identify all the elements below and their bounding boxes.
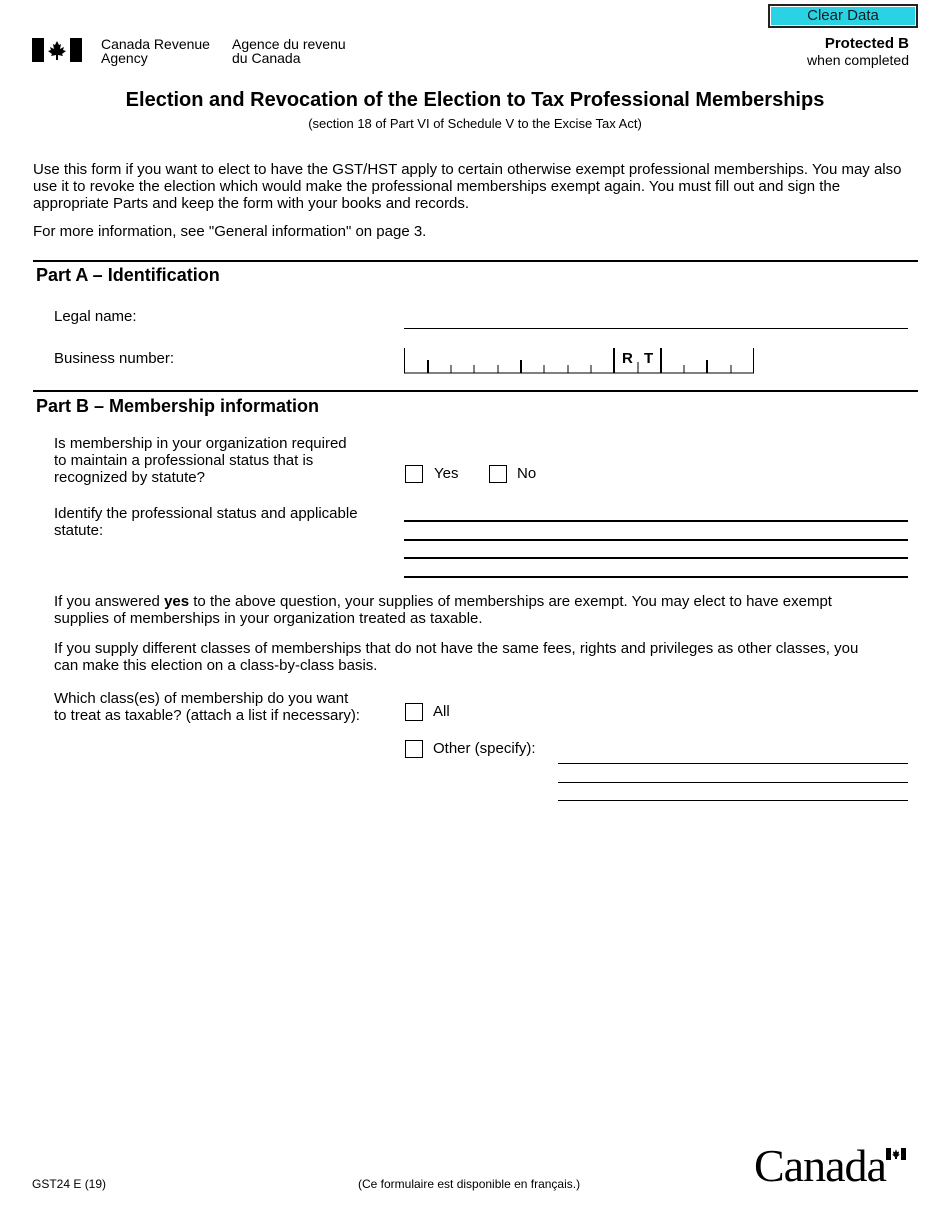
form-identifier: GST24 E (19) (32, 1177, 107, 1191)
agency-name-english (101, 37, 210, 65)
agency-name-french (232, 37, 346, 65)
statute-question-line2: to maintain a professional status that is (54, 452, 314, 469)
french-availability-note: (Ce formulaire est disponible en français.) (358, 1177, 581, 1191)
status-statute-line2: statute: (54, 522, 104, 539)
agency-en-line2: Agency (101, 50, 148, 66)
statute-question-line3: recognized by statute? (54, 469, 205, 486)
exempt-text-yes: yes (164, 593, 190, 610)
which-classes-line1: Which class(es) of membership do you want (54, 690, 349, 707)
part-b-title: Part B – Membership information (36, 396, 320, 416)
wordmark-flag-icon (886, 1148, 906, 1160)
agency-en-line1: Canada Revenue (101, 36, 210, 52)
form-title: Election and Revocation of the Election to Tax Professional Memberships (125, 89, 825, 111)
business-number-boxes (404, 348, 754, 374)
part-a-title: Part A – Identification (36, 265, 220, 285)
exempt-text-pre: If you answered (54, 593, 165, 610)
statute-question-line1: Is membership in your organization required (54, 435, 347, 452)
status-input-line-4[interactable] (404, 576, 908, 578)
yes-label: Yes (434, 465, 459, 482)
part-a-divider (33, 260, 918, 262)
status-statute-line1: Identify the professional status and applicable (54, 505, 358, 522)
business-number-field[interactable] (404, 348, 754, 374)
other-specify-input-3[interactable] (558, 800, 908, 801)
agency-fr-line1: Agence du revenu (232, 36, 346, 52)
status-input-line-1[interactable] (404, 520, 908, 522)
legal-name-label: Legal name: (54, 308, 137, 325)
which-classes-question (54, 690, 360, 724)
protected-label: Protected B (824, 35, 909, 52)
part-b-divider (33, 390, 918, 392)
intro-paragraph: Use this form if you want to elect to have the GST/HST apply to certain otherwise exempt professional memberships. You may also use it to revoke the election which would make the professional memberships exempt again. You must fill out and sign the appropriate Parts and keep the form with your books and records. (33, 161, 902, 212)
exempt-text-post: to the above question, your supplies of memberships are exempt. You may elect to have exempt supplies of memberships in your organization treated as taxable. (54, 593, 832, 627)
statute-question (54, 435, 347, 486)
status-statute-label (54, 505, 358, 539)
all-label: All (433, 703, 450, 720)
other-specify-input-1[interactable] (558, 763, 908, 764)
other-checkbox[interactable] (405, 740, 423, 758)
status-input-line-3[interactable] (404, 557, 908, 559)
protected-sub-label: when completed (807, 52, 909, 68)
classes-paragraph: If you supply different classes of memberships that do not have the same fees, rights and privileges as other classes, you can make this election on a class-by-class basis. (54, 640, 859, 674)
more-info-paragraph: For more information, see "General information" on page 3. (33, 223, 427, 240)
form-subtitle: (section 18 of Part VI of Schedule V to the Excise Tax Act) (308, 116, 642, 131)
other-specify-input-2[interactable] (558, 782, 908, 783)
agency-fr-line2: du Canada (232, 50, 301, 66)
bn-prefix-t: T (644, 350, 654, 367)
no-label: No (517, 465, 537, 482)
canada-wordmark (754, 1140, 910, 1192)
exempt-paragraph (54, 593, 869, 627)
other-specify-label: Other (specify): (433, 740, 536, 757)
clear-data-button[interactable]: Clear Data (768, 4, 918, 28)
yes-checkbox[interactable] (405, 465, 423, 483)
no-checkbox[interactable] (489, 465, 507, 483)
canada-wordmark-text: Canada (754, 1140, 886, 1191)
bn-prefix-r: R (622, 350, 633, 367)
all-checkbox[interactable] (405, 703, 423, 721)
which-classes-line2: to treat as taxable? (attach a list if necessary): (54, 707, 360, 724)
status-input-line-2[interactable] (404, 539, 908, 541)
business-number-label: Business number: (54, 350, 175, 367)
protected-b-notice (807, 36, 909, 68)
canada-flag-icon (32, 38, 82, 62)
legal-name-input[interactable] (404, 328, 908, 329)
